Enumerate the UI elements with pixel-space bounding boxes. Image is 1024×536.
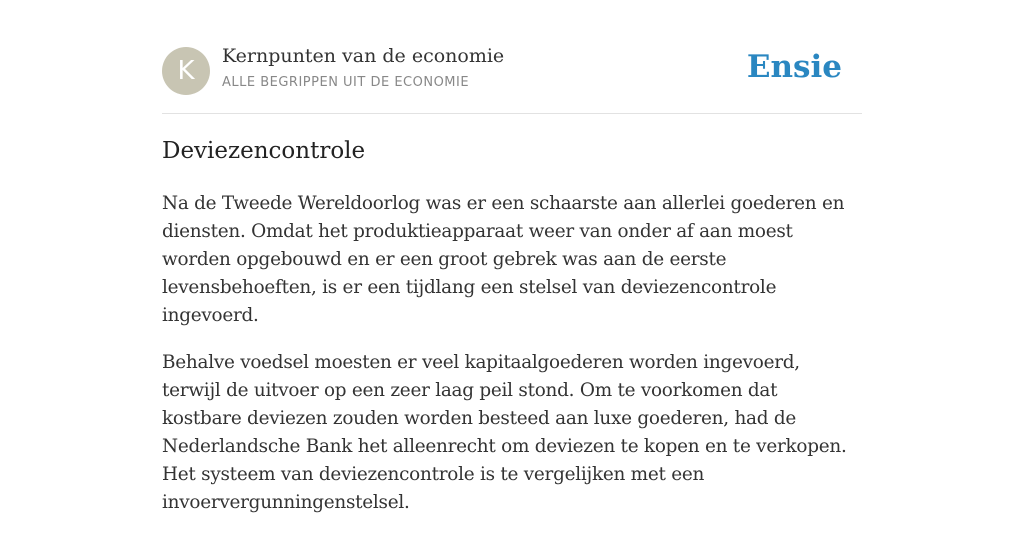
- source-subtitle: ALLE BEGRIPPEN UIT DE ECONOMIE: [222, 75, 470, 90]
- article-paragraph-1: Na de Tweede Wereldoorlog was er een schaarste aan allerlei goederen en diensten. Omdat het produktieapparaat weer van onder af aan moest worden opgebouwd en er een groot gebrek was aan de eerste levensbehoeften, is er een tijdlang een stelsel van deviezencontrole ingevoerd.: [162, 193, 845, 326]
- article-paragraph-2: Behalve voedsel moesten er veel kapitaalgoederen worden ingevoerd, terwijl de uitvoer op een zeer laag peil stond. Om te voorkomen dat kostbare deviezen zouden worden besteed aan luxe goederen, had de Nederlandsche Bank het alleenrecht om deviezen te kopen en te verkopen. Het systeem van deviezencontrole is te vergelijken met een invoervergunningenstelsel.: [162, 352, 847, 513]
- source-title[interactable]: Kernpunten van de economie: [222, 45, 505, 67]
- source-avatar[interactable]: K: [162, 47, 210, 95]
- page-container: [162, 0, 862, 513]
- article-body: [162, 190, 862, 536]
- source-header: [162, 0, 862, 114]
- ensie-logo-link[interactable]: Ensie: [746, 49, 842, 85]
- article-title: Deviezencontrole: [162, 138, 366, 164]
